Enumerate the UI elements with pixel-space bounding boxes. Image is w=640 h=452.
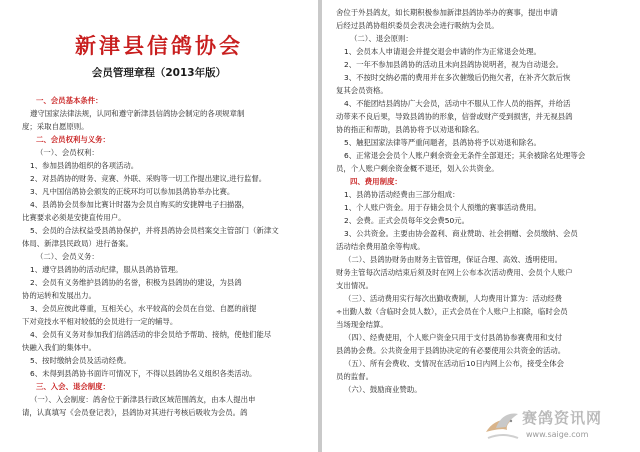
text-line: 遵守国家法律法规，认同和遵守新津县信鸽协会制定的各项规章制 — [30, 109, 245, 118]
text-line: 复其会员资格。 — [336, 86, 388, 95]
text-line: 度；采取自愿原则。 — [22, 122, 89, 131]
text-line: 4、县鸽协会员参加比赛计时器为会员自购买的安捷牌电子扫描器， — [30, 200, 250, 209]
text-line: （六）、鼓励商业赞助。 — [344, 385, 422, 394]
section-heading: 四、费用制度： — [350, 177, 402, 186]
text-line: 4、不能团结县鸽协广大会员，活动中不服从工作人员的指挥，并给活 — [344, 99, 571, 108]
subsection-heading: （二）、退会原则： — [350, 34, 413, 43]
watermark — [482, 406, 632, 446]
text-line: 动带来不良后果，导致县鸽协的形象，信誉或财产受到损害，并无视县鸽 — [336, 112, 573, 121]
text-line: 请，认真填写《会员登记表》，县鸽协对其进行考核后吸收为会员。鸽 — [22, 408, 248, 417]
document-title: 新津县信鸽协会 — [75, 33, 243, 58]
text-line: 5、按时缴纳会员及活动经费。 — [30, 356, 131, 365]
subsection-heading: （一）、会员权利： — [36, 148, 99, 157]
text-line: （一）、入会制度：鸽舍位于新津县行政区域范围鸽友，由本人提出申 — [30, 395, 256, 404]
text-line: 快融入我们的集体中。 — [22, 343, 96, 352]
text-line: 比赛要求必须是安捷直传用户。 — [22, 213, 126, 222]
text-line: 当场现金结算。 — [336, 320, 388, 329]
text-line: 后经过县鸽协组织委员会表决会进行吸纳为会员。 — [336, 21, 499, 30]
text-line: 2、对县鸽协的财务、竞赛、外联、采购等一切工作提出建议,进行监督。 — [30, 174, 267, 183]
text-line: 协的运转和发展出力。 — [22, 291, 96, 300]
left-page — [0, 0, 318, 452]
text-line: 6、未得到县鸽协书面许可情况下，不得以县鸽协名义组织各类活动。 — [30, 369, 257, 378]
text-line: 2、会员有义务维护县鸽协的名誉，积极为县鸽协的建设，为县鸽 — [30, 278, 242, 287]
text-line: 2、会费。正式会员每年交会费50元。 — [344, 216, 469, 225]
text-line: 1、遵守县鸽协的活动纪律，服从县鸽协管理。 — [30, 265, 183, 274]
watermark-brand: 赛鸽资讯网 — [522, 409, 603, 427]
text-line: （五）、所有会费收、支情况在活动后10日内网上公布，接受全体会 — [344, 359, 565, 368]
section-heading: 三、入会、退会制度： — [36, 382, 110, 391]
text-line: 3、公共资金。主要由协会盈利、商业赞助、社会捐赠、会员缴纳、会员 — [344, 229, 578, 238]
text-line: 下对竞技水平相对较低的会员进行一定的辅导。 — [22, 317, 178, 326]
text-line: （四）、经费使用，个人账户资金只用于支付县鸽协参赛费用和支付 — [344, 333, 563, 342]
text-line: （三）、活动费用实行每次出勤收费制，人均费用计算为：活动经费 — [344, 294, 563, 303]
section-heading: 一、会员基本条件： — [36, 96, 103, 105]
text-line: 1、会员本人申请退会并提交退会申请的作为正常退会处理。 — [344, 47, 541, 56]
text-line: 活动结余费用盈余等构成。 — [336, 242, 425, 251]
text-line: 支出情况。 — [336, 281, 373, 290]
text-line: 员，个人账户剩余资金概不退还，划入公共资金。 — [336, 164, 499, 173]
text-line: 协的指正和帮助，县鸽协将予以劝退和除名。 — [336, 125, 484, 134]
text-line: 体局、新津县民政局）进行备案。 — [22, 239, 133, 248]
subsection-heading: （二）、会员义务： — [36, 252, 99, 261]
text-line: 1、个人账户资金。用于存储会员个人预缴的赛事活动费用。 — [344, 203, 541, 212]
right-page — [322, 0, 640, 452]
section-heading: 二、会员权利与义务： — [36, 135, 110, 144]
watermark-url: www.saige.com — [526, 430, 589, 439]
right-page-body — [322, 6, 640, 396]
text-line: 6、正常退会会员个人账户剩余资金无条件全部退还；其余被除名处理等会 — [344, 151, 586, 160]
text-line: 1、参加县鸽协组织的各项活动。 — [30, 161, 139, 170]
pigeon-logo-icon — [482, 408, 522, 444]
text-line: （二）、县鸽协财务由财务主管管理，保证合理、高效、透明使用。 — [344, 255, 563, 264]
text-line: ÷出勤人数（含临时会员人数），正式会员在个人账户上扣除，临时会员 — [336, 307, 568, 316]
left-page-body — [0, 94, 318, 419]
text-line: 员的监督。 — [336, 372, 373, 381]
text-line: 财务主管每次活动结束后须及时在网上公布本次活动费用、会员个人账户 — [336, 268, 573, 277]
text-line: 2、一年不参加县鸽协的活动且未向县鸽协说明者，视为自动退会。 — [344, 60, 564, 69]
document-subtitle: 会员管理章程（2013年版） — [91, 67, 227, 79]
text-line: 3、凡中国信鸽协会颁发的正统环均可以参加县鸽协举办比赛。 — [30, 187, 235, 196]
text-line: 舍位于外县鸽友，如长期积极参加新津县鸽协举办的赛事，提出申请 — [336, 8, 558, 17]
text-line: 县鸽协会费。公共资金用于县鸽协决定的有必要使用公共资金的活动。 — [336, 346, 566, 355]
text-line: 5、会员的合法权益受县鸽协保护，并将县鸽协会员档案交主管部门（新津文 — [30, 226, 279, 235]
text-line: 3、不按时交纳必需的费用并在多次催缴后仍拖欠者，在补齐欠款后恢 — [344, 73, 571, 82]
text-line: 3、会员应彼此尊重，互相关心，水平较高的会员在自觉、自愿的前提 — [30, 304, 257, 313]
text-line: 1、县鸽协活动经费由三部分组成： — [344, 190, 460, 199]
text-line: 4、会员有义务对参加我们信鸽活动的非会员给予帮助、接纳，使他们能尽 — [30, 330, 272, 339]
text-line: 5、触犯国家法律等严重问题者，县鸽协将予以劝退和除名。 — [344, 138, 541, 147]
